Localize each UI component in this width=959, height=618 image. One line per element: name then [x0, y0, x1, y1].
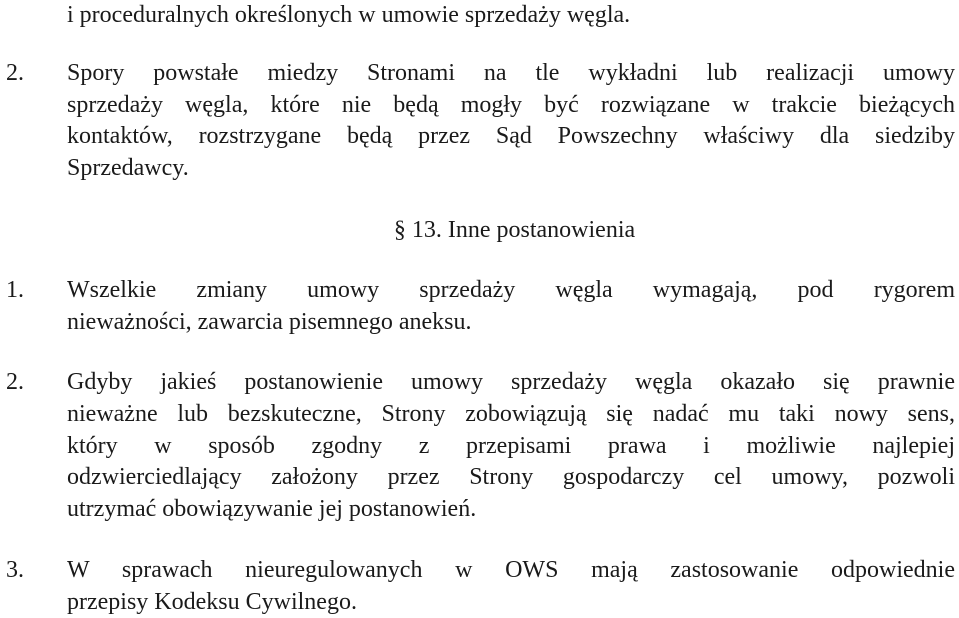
- paragraph-line: Spory powstałe miedzy Stronami na tle wykładni lub realizacji umowy: [67, 60, 955, 86]
- paragraph-line: nieważności, zawarcia pisemnego aneksu.: [67, 309, 472, 335]
- item-number: 1.: [6, 277, 24, 303]
- section-13-heading: [0, 215, 959, 245]
- item-number: 2.: [6, 369, 24, 395]
- paragraph-line: kontaktów, rozstrzygane będą przez Sąd Powszechny właściwy dla siedziby: [67, 123, 955, 149]
- paragraph-line: który w sposób zgodny z przepisami prawa i możliwie najlepiej: [67, 433, 955, 459]
- paragraph-line: utrzymać obowiązywanie jej postanowień.: [67, 496, 477, 522]
- paragraph-line: Wszelkie zmiany umowy sprzedaży węgla wymagają, pod rygorem: [67, 277, 955, 303]
- item-number: 2.: [6, 60, 24, 86]
- paragraph-line: sprzedaży węgla, które nie będą mogły być rozwiązane w trakcie bieżących: [67, 92, 955, 118]
- section-heading-text: § 13. Inne postanowienia: [393, 217, 636, 243]
- paragraph-line: przepisy Kodeksu Cywilnego.: [67, 589, 357, 615]
- paragraph-line: Gdyby jakieś postanowienie umowy sprzedaży węgla okazało się prawnie: [67, 369, 955, 395]
- intro-line: i proceduralnych określonych w umowie sprzedaży węgla.: [67, 2, 631, 28]
- paragraph-line: W sprawach nieuregulowanych w OWS mają zastosowanie odpowiednie: [67, 557, 955, 583]
- item-number: 3.: [6, 557, 24, 583]
- paragraph-line: nieważne lub bezskuteczne, Strony zobowiązują się nadać mu taki nowy sens,: [67, 401, 955, 427]
- paragraph-line: Sprzedawcy.: [67, 155, 189, 181]
- paragraph-line: odzwierciedlający założony przez Strony gospodarczy cel umowy, pozwoli: [67, 464, 955, 490]
